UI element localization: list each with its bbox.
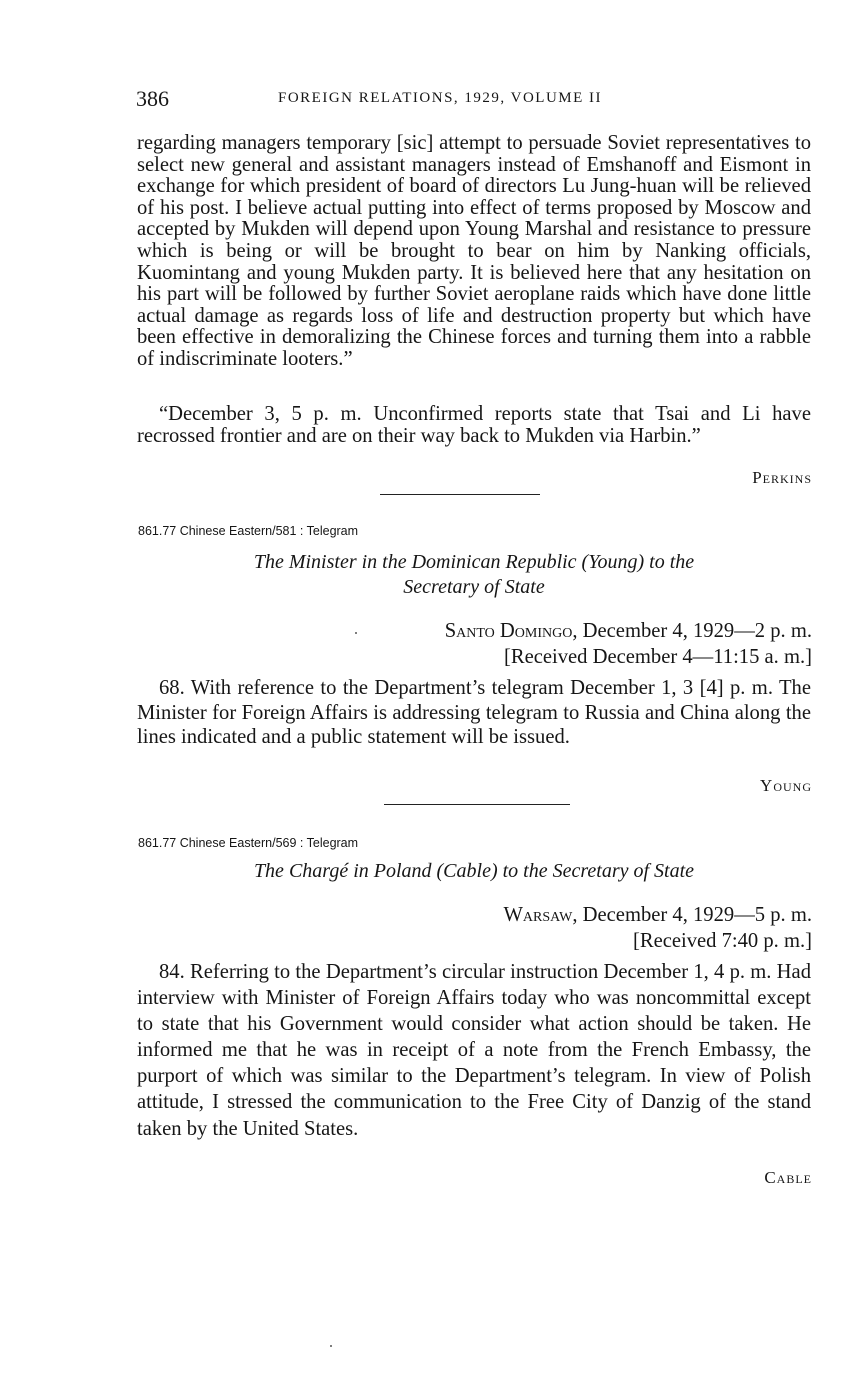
dated-report: [137, 404, 811, 447]
running-head: FOREIGN RELATIONS, 1929, VOLUME II: [278, 90, 603, 106]
telegram-paragraph: 84. Referring to the Department’s circular instruction December 1, 4 p. m. Had interview with Minister of Foreign Affairs today who was noncommittal except to state that his Government would consider what action should be taken. He informed me that he was in receipt of a note from the French Embassy, the purport of which was similar to the Department’s telegram. In view of Polish attitude, I stressed the communication to the Free City of Danzig of the stand taken by the United States.: [137, 961, 811, 1140]
dateline: [503, 902, 812, 954]
place-and-date: [445, 618, 812, 644]
section-divider: [380, 494, 540, 495]
telegram-paragraph: 68. With reference to the Department’s telegram December 1, 3 [4] p. m. The Minister for Foreign Affairs is addressing telegram to Russia and China along the lines indicated and a public statement will be issued.: [137, 677, 811, 748]
signature-young: Young: [760, 776, 812, 795]
received-note: [Received December 4—11:15 a. m.]: [503, 646, 812, 668]
continuation-paragraph: regarding managers temporary [sic] attempt to persuade Soviet representatives to select new general and assistant managers instead of Emshanoff and Eismont in exchange for which president of board of directors Lu Jung-huan will be relieved of his post. I believe actual putting into effect of terms proposed by Moscow and accepted by Mukden will depend upon Young Marshal and resistance to pressure which is being or will be brought to bear on him by Nanking officials, Kuomintang and young Mukden party. It is believed here that any hesitation on his part will be followed by further Soviet aeroplane raids which have done little actual damage as regards loss of life and destruction property but which have been effective in demoralizing the Chinese forces and turning them into a rabble of indiscriminate looters.”: [137, 132, 811, 370]
signature-perkins: Perkins: [752, 468, 812, 487]
dateline: [445, 618, 812, 670]
december-3-report: “December 3, 5 p. m. Unconfirmed reports state that Tsai and Li have recrossed frontier and are on their way back to Mukden via Harbin.”: [137, 403, 811, 447]
telegram-body: [137, 959, 811, 1142]
date-text: , December 4, 1929—5 p. m.: [572, 904, 812, 926]
document-title: The Chargé in Poland (Cable) to the Secretary of State: [253, 860, 695, 882]
date-text: , December 4, 1929—2 p. m.: [572, 620, 812, 642]
document-title-line: The Minister in the Dominican Republic (Young) to the: [253, 551, 695, 573]
received-note: [Received 7:40 p. m.]: [633, 930, 812, 952]
continuation-text: [137, 133, 811, 371]
ink-speck: [355, 632, 357, 634]
place-name: Warsaw: [503, 904, 573, 926]
file-reference: 861.77 Chinese Eastern/581 : Telegram: [138, 524, 359, 538]
telegram-body: [137, 676, 811, 750]
place-name: Santo Domingo: [444, 620, 573, 642]
signature-cable: Cable: [764, 1168, 812, 1187]
document-title: [137, 550, 811, 600]
section-divider: [384, 804, 570, 805]
page-header: [136, 84, 816, 116]
place-and-date: [503, 902, 812, 928]
document-title-line: Secretary of State: [403, 576, 545, 598]
page-number: 386: [136, 86, 169, 111]
file-reference: 861.77 Chinese Eastern/569 : Telegram: [138, 836, 359, 850]
ink-speck: [330, 1345, 332, 1347]
